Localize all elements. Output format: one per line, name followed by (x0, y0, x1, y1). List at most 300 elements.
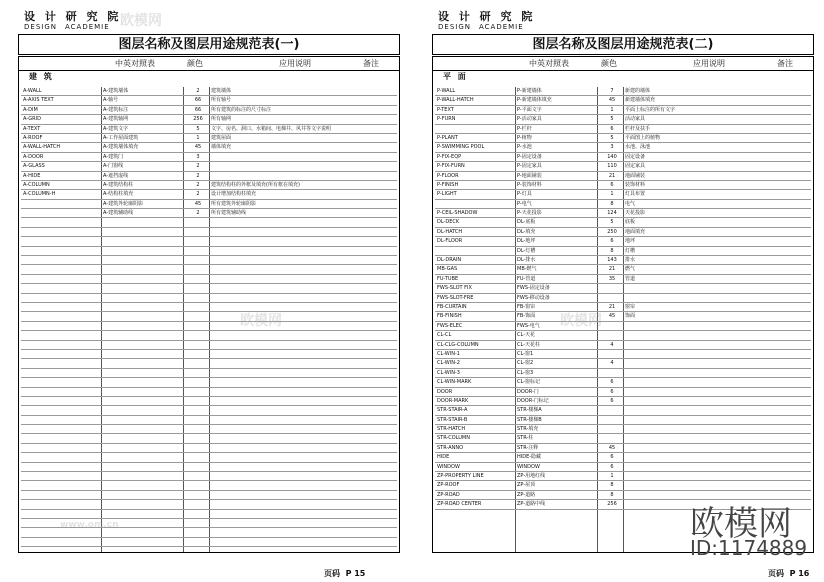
layer-color: 250 (607, 228, 617, 235)
table-row (21, 265, 397, 274)
table-row (435, 472, 811, 481)
layer-code: MB-GAS (437, 266, 458, 273)
layer-code: P-PLANT (437, 134, 458, 141)
layer-color: 6 (610, 238, 614, 245)
layer-color: 5 (610, 134, 614, 141)
layer-color: 2 (196, 181, 200, 188)
layer-color: 8 (610, 482, 614, 489)
layer-usage: 所有轴号 (211, 97, 232, 104)
layer-color: 256 (607, 501, 617, 508)
layer-color: 1 (196, 134, 200, 141)
layer-name: P-植物 (517, 134, 532, 141)
table-row (21, 472, 397, 481)
layer-usage: 建筑屋面 (211, 134, 232, 141)
table-row (435, 153, 811, 162)
table-row (435, 341, 811, 350)
layer-name: A-建筑轴网 (103, 116, 129, 123)
layer-name: P-地面铺装 (517, 172, 542, 179)
table-row (435, 312, 811, 321)
brand-cn: 设 计 研 究 院 (438, 10, 536, 23)
table-rows (435, 87, 811, 510)
layer-color: 2 (196, 163, 200, 170)
layer-color: 8 (610, 247, 614, 254)
layer-code: CL-CL (437, 332, 452, 339)
layer-usage: 活动家具 (625, 116, 646, 123)
table-row (21, 190, 397, 199)
layer-name: A-结构柱填充 (103, 191, 134, 198)
page-footer (768, 568, 809, 579)
layer-usage: 饰面 (625, 313, 636, 320)
layer-code: DOOR-MARK (437, 397, 469, 404)
layer-name: P-灯具 (517, 191, 532, 198)
layer-color: 124 (607, 210, 617, 217)
layer-code: CL-WIN-3 (437, 369, 460, 376)
brand-en-academie: ACADEMIE (478, 23, 524, 31)
layer-name: DOOR-门标记 (517, 397, 549, 404)
table-row (435, 106, 811, 115)
layer-code: ZP-ROAD CENTER (437, 501, 482, 508)
layer-name: P-固定设备 (517, 153, 542, 160)
layer-name: CL-窗1 (517, 350, 534, 357)
layer-usage: 装饰材料 (625, 181, 646, 188)
table-row (435, 369, 811, 378)
layer-code: P-WALL-HATCH (437, 97, 474, 104)
table-row (21, 369, 397, 378)
layer-color: 7 (610, 88, 614, 94)
table-row (21, 87, 397, 96)
layer-color: 21 (608, 172, 616, 179)
table-row (21, 406, 397, 415)
page-label: 页码 (768, 569, 784, 578)
table-row (435, 143, 811, 152)
table-row (435, 247, 811, 256)
layer-name: P-水池 (517, 144, 532, 151)
layer-code: STR-STAIR-A (437, 407, 468, 414)
layer-code: A-ROOF (23, 134, 43, 141)
layer-code: A-DOOR (23, 153, 44, 160)
layer-color: 4 (610, 360, 614, 367)
layer-color: 140 (607, 153, 617, 160)
layer-color: 3 (196, 153, 200, 160)
brand-en-design: DESIGN (438, 23, 471, 31)
layer-code: A-COLUMN (23, 181, 50, 188)
brand-logo (438, 11, 535, 31)
layer-code: ZP-ROAD (437, 491, 460, 498)
layer-color: 2 (196, 172, 200, 179)
table-row (21, 294, 397, 303)
layer-color: 143 (607, 257, 617, 264)
layer-color: 35 (608, 275, 616, 282)
right-page (428, 0, 824, 582)
layer-code: P-CEIL-SHADOW (437, 210, 478, 217)
layer-color: 66 (194, 106, 202, 113)
table-row (21, 350, 397, 359)
layer-usage: 墙体填充 (211, 144, 232, 151)
table-row (435, 228, 811, 237)
layer-name: A-门窗线 (103, 163, 124, 170)
layer-name: HIDE-隐藏 (517, 454, 542, 461)
table-row (435, 331, 811, 340)
layer-name: A-建筑墙体 (103, 88, 129, 94)
layer-color: 6 (610, 181, 614, 188)
table-row (21, 397, 397, 406)
layer-name: MB-燃气 (517, 266, 537, 273)
layer-code: FWS-ELEC (437, 322, 463, 329)
table-rows (21, 87, 397, 553)
table-row (21, 200, 397, 209)
header-remark: 备注 (777, 59, 793, 68)
table-row (435, 265, 811, 274)
layer-usage: 固定家具 (625, 163, 646, 170)
layer-color: 1 (610, 473, 614, 480)
table-row (21, 162, 397, 171)
layer-usage: 天花投影 (625, 210, 646, 217)
layer-code: A-WALL-HATCH (23, 144, 61, 151)
layer-code: ZP-PROPERTY LINE (437, 473, 484, 480)
layer-name: A-建筑门 (103, 153, 124, 160)
page-number: P 15 (345, 569, 366, 578)
layer-color: 6 (610, 388, 614, 395)
table-row (21, 463, 397, 472)
layer-code: FB-FINISH (437, 313, 462, 320)
layer-code: A-HIDE (23, 172, 41, 179)
layer-color: 3 (610, 144, 614, 151)
layer-name: ZP-道路中线 (517, 501, 546, 508)
table-row (435, 406, 811, 415)
layer-usage: 底板 (625, 219, 636, 226)
layer-code: A-TEXT (23, 125, 41, 132)
layer-code: P-FURN (437, 116, 456, 123)
layer-name: DL-地坪 (517, 238, 536, 245)
layer-color: 5 (196, 125, 200, 132)
table-row (21, 322, 397, 331)
watermark: 欧模网 (240, 313, 282, 329)
layer-name: DL-填充 (517, 228, 536, 235)
table-row (435, 444, 811, 453)
layer-code: FWS-SLOT FIX (437, 285, 472, 292)
layer-code: DL-DECK (437, 219, 460, 226)
table-row (21, 303, 397, 312)
layer-name: DL-排水 (517, 257, 536, 264)
table-row (435, 378, 811, 387)
layer-name: CL-窗标记 (517, 379, 540, 386)
layer-name: ZP-用地红线 (517, 473, 546, 480)
layer-name: A-建筑文字 (103, 125, 129, 132)
layer-name: WINDOW (517, 463, 540, 470)
layer-color: 6 (610, 454, 614, 461)
layer-color: 2 (196, 210, 200, 217)
table-row (435, 275, 811, 284)
layer-table (18, 56, 400, 553)
table-row (435, 181, 811, 190)
layer-name: P-天花投影 (517, 210, 542, 217)
layer-code: A-DIM (23, 106, 38, 113)
layer-color: 6 (610, 397, 614, 404)
watermark: 欧模网 (560, 313, 602, 329)
layer-color: 5 (610, 116, 614, 123)
layer-usage: 所有建筑外轮廓阴影 (211, 200, 257, 207)
layer-usage: 管道 (625, 275, 636, 282)
table-row (21, 134, 397, 143)
layer-usage: 排水 (625, 257, 636, 264)
table-row (435, 87, 811, 96)
table-row (21, 491, 397, 500)
table-row (21, 341, 397, 350)
layer-code: CL-WIN-MARK (437, 379, 472, 386)
table-row (435, 96, 811, 105)
table-row (21, 153, 397, 162)
table-row (21, 510, 397, 519)
layer-code: A-AXIS TEXT (23, 97, 54, 104)
layer-usage: 平面图上的植物 (625, 134, 661, 141)
layer-code: A-GRID (23, 116, 41, 123)
layer-color: 45 (608, 313, 616, 320)
layer-name: A-建筑外轮廓阴影 (103, 200, 144, 207)
header-bilingual: 中英对照表 (115, 59, 155, 68)
layer-name: P-平面文字 (517, 106, 542, 113)
layer-code: STR-STAIR-B (437, 416, 468, 423)
layer-code: P-TEXT (437, 106, 454, 113)
layer-usage: 栏杆及扶手 (625, 125, 651, 132)
table-row (21, 312, 397, 321)
table-row (21, 547, 397, 553)
table-row (21, 256, 397, 265)
brand-en-academie: ACADEMIE (64, 23, 110, 31)
layer-code: DL-FLOOR (437, 238, 463, 245)
table-row (435, 125, 811, 134)
table-row (21, 115, 397, 124)
layer-usage: 新建墙体填充 (625, 97, 656, 104)
table-row (21, 237, 397, 246)
layer-code: A-COLUMN-H (23, 191, 56, 198)
table-row (21, 209, 397, 218)
layer-name: CL-天花柱 (517, 341, 540, 348)
table-row (435, 359, 811, 368)
page-title: 图层名称及图层用途规范表(一) (18, 34, 400, 55)
layer-usage: 所有轴网 (211, 116, 232, 123)
table-row (435, 303, 811, 312)
table-row (21, 378, 397, 387)
layer-code: P-FIX-EQP (437, 153, 462, 160)
layer-name: FWS-移动设备 (517, 294, 550, 301)
layer-name: FB-窗帘 (517, 303, 536, 310)
section-title: 建 筑 (29, 72, 54, 81)
layer-usage: 所有建筑辅助线 (211, 210, 247, 217)
layer-name: A-建筑墙体填充 (103, 144, 139, 151)
table-header (433, 57, 813, 71)
table-row (21, 416, 397, 425)
layer-code: FU-TUBE (437, 275, 459, 282)
page-number: P 16 (789, 569, 810, 578)
table-row (435, 453, 811, 462)
layer-code: CL-CLG-COLUMN (437, 341, 479, 348)
layer-code: STR-ANNO (437, 444, 464, 451)
table-row (21, 218, 397, 227)
table-row (435, 172, 811, 181)
table-header (19, 57, 399, 71)
table-row (435, 284, 811, 293)
table-row (21, 143, 397, 152)
layer-code: DL-DRAIN (437, 257, 462, 264)
layer-color: 1 (610, 191, 614, 198)
layer-color: 5 (610, 219, 614, 226)
header-remark: 备注 (363, 59, 379, 68)
brand-en-design: DESIGN (24, 23, 57, 31)
layer-name: ZP-道路 (517, 491, 536, 498)
header-usage: 应用说明 (693, 59, 725, 68)
layer-usage: 灯具布置 (625, 191, 646, 198)
layer-name: P-栏杆 (517, 125, 532, 132)
layer-name: A-遮挡虚线 (103, 172, 129, 179)
layer-color: 1 (610, 106, 614, 113)
layer-code: DOOR (437, 388, 453, 395)
layer-name: STR-填充 (517, 426, 539, 433)
table-row (435, 162, 811, 171)
layer-name: P-固定家具 (517, 163, 542, 170)
layer-color: 21 (608, 303, 616, 310)
layer-code: STR-HATCH (437, 426, 466, 433)
table-row (435, 294, 811, 303)
layer-name: A-建筑标注 (103, 106, 129, 113)
layer-color: 6 (610, 379, 614, 386)
layer-color: 8 (610, 491, 614, 498)
layer-name: P-新建墙体填充 (517, 97, 552, 104)
table-row (435, 134, 811, 143)
layer-color: 45 (194, 144, 202, 151)
left-page (14, 0, 410, 582)
layer-code: HIDE (437, 454, 450, 461)
layer-name: FB-饰面 (517, 313, 536, 320)
layer-name: FWS-固定设备 (517, 285, 550, 292)
table-row (435, 481, 811, 490)
layer-color: 45 (608, 97, 616, 104)
table-row (435, 322, 811, 331)
layer-name: STR-楼梯B (517, 416, 542, 423)
layer-code: P-FLOOR (437, 172, 459, 179)
layer-color: 45 (608, 444, 616, 451)
layer-code: P-LIGHT (437, 191, 457, 198)
header-usage: 应用说明 (279, 59, 311, 68)
layer-name: CL-窗3 (517, 369, 534, 376)
page-label: 页码 (324, 569, 340, 578)
header-color: 颜色 (187, 59, 203, 68)
layer-color: 6 (610, 125, 614, 132)
layer-usage: 地面铺装 (625, 172, 646, 179)
layer-code: P-FIX-FURN (437, 163, 465, 170)
brand-cn: 设 计 研 究 院 (24, 10, 122, 23)
layer-usage: 建筑结构柱的外框及填充(所有框在填充) (211, 181, 300, 188)
table-row (21, 444, 397, 453)
table-row (21, 172, 397, 181)
table-row (21, 434, 397, 443)
table-row (21, 284, 397, 293)
layer-usage: 地面填充 (625, 228, 646, 235)
layer-color: 2 (196, 191, 200, 198)
layer-color: 66 (194, 97, 202, 104)
table-row (21, 125, 397, 134)
layer-color: 4 (610, 341, 614, 348)
table-row (21, 181, 397, 190)
table-row (435, 416, 811, 425)
layer-code: P-FINISH (437, 181, 459, 188)
layer-name: ZP-屋顶 (517, 482, 536, 489)
section-title: 平 面 (443, 72, 468, 81)
layer-name: A-工作屋面建筑 (103, 134, 139, 141)
layer-name: STR-柱 (517, 435, 534, 442)
watermark: 欧模网 (120, 13, 162, 29)
layer-usage: 所有建筑的标注的尺寸标注 (211, 106, 272, 113)
layer-code: CL-WIN-2 (437, 360, 460, 367)
table-row (435, 388, 811, 397)
layer-name: P-电气 (517, 200, 532, 207)
table-row (21, 275, 397, 284)
layer-code: DL-HATCH (437, 228, 463, 235)
layer-name: P-活动家具 (517, 116, 542, 123)
layer-table (432, 56, 814, 553)
layer-code: WINDOW (437, 463, 460, 470)
layer-name: STR-楼梯A (517, 407, 542, 414)
table-row (21, 247, 397, 256)
layer-usage: 固定设备 (625, 153, 646, 160)
layer-usage: 建筑墙体 (211, 88, 232, 94)
layer-usage: 水池、泳池 (625, 144, 651, 151)
table-row (435, 190, 811, 199)
layer-name: DOOR-门 (517, 388, 539, 395)
table-row (21, 538, 397, 547)
layer-code: ZP-ROOF (437, 482, 460, 489)
layer-usage: 窗帘 (625, 303, 636, 310)
layer-code: P-SWIMMING POOL (437, 144, 485, 151)
table-row (21, 106, 397, 115)
watermark-id: ID:1174889 (690, 536, 808, 560)
watermark-site: www.om.cn (60, 520, 119, 530)
layer-name: P-新建墙体 (517, 88, 542, 94)
layer-color: 8 (610, 200, 614, 207)
layer-name: CL-窗2 (517, 360, 534, 367)
table-row (21, 228, 397, 237)
layer-code: A-WALL (23, 88, 42, 94)
layer-code: CL-WIN-1 (437, 350, 460, 357)
table-row (435, 200, 811, 209)
page-title: 图层名称及图层用途规范表(二) (432, 34, 814, 55)
layer-color: 45 (194, 200, 202, 207)
header-color: 颜色 (601, 59, 617, 68)
layer-color: 110 (607, 163, 617, 170)
layer-name: DL-底板 (517, 219, 536, 226)
layer-usage: 灯槽 (625, 247, 636, 254)
layer-name: FWS-电气 (517, 322, 540, 329)
layer-code: FWS-SLOT-FRE (437, 294, 474, 301)
table-row (435, 115, 811, 124)
table-row (21, 388, 397, 397)
layer-usage: 新建的墙体 (625, 88, 651, 94)
table-row (435, 463, 811, 472)
layer-usage: 电气 (625, 200, 636, 207)
layer-name: DL-灯槽 (517, 247, 536, 254)
layer-usage: 设计增加结构柱填充 (211, 191, 257, 198)
table-row (21, 453, 397, 462)
table-row (435, 237, 811, 246)
table-row (21, 425, 397, 434)
table-row (21, 331, 397, 340)
layer-code: STR-COLUMN (437, 435, 470, 442)
layer-color: 2 (196, 88, 200, 94)
layer-name: A-建筑结构柱 (103, 181, 134, 188)
layer-name: A-建筑辅助线 (103, 210, 134, 217)
page-footer (324, 568, 365, 579)
table-row (435, 218, 811, 227)
table-row (435, 256, 811, 265)
